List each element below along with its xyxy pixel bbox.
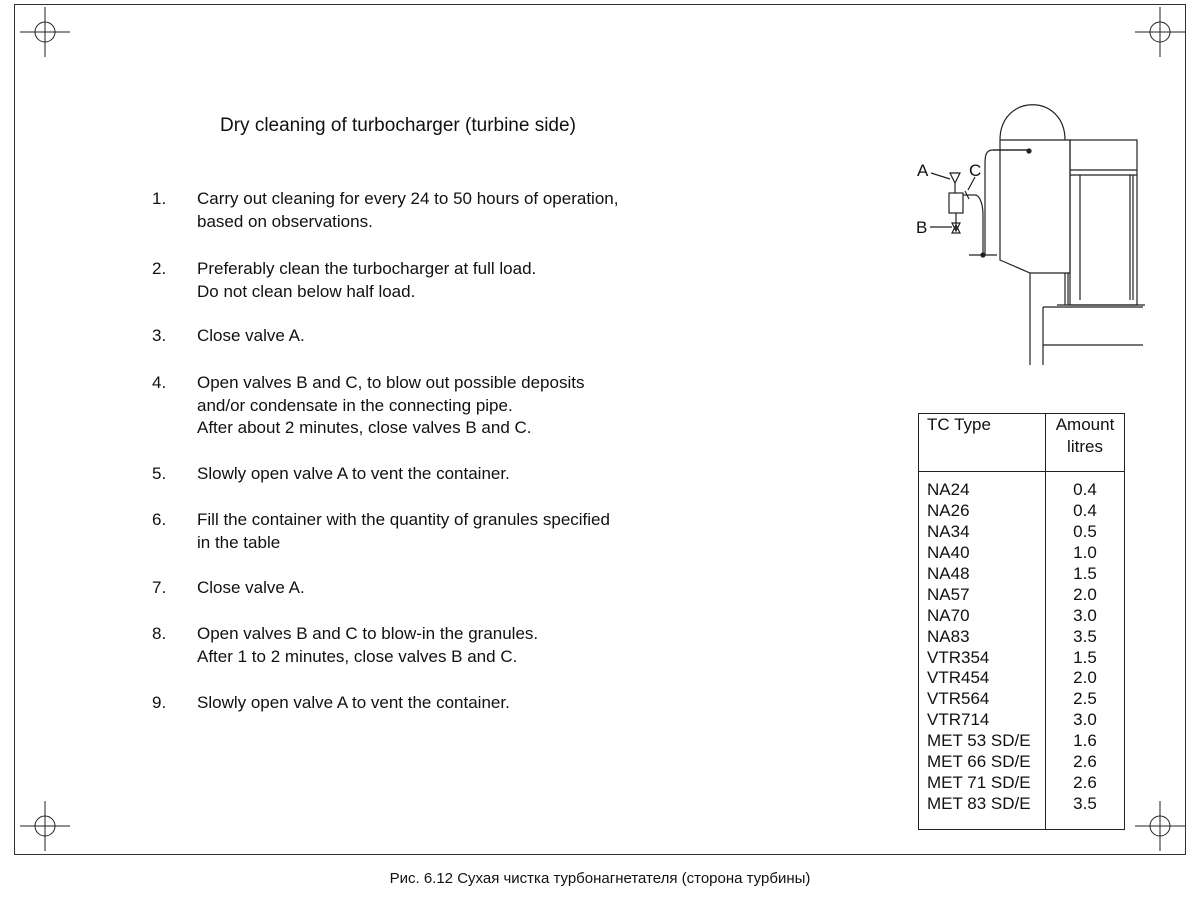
step-3 (152, 325, 305, 348)
table-cell-amount: 2.5 (1073, 689, 1097, 709)
valve-a (950, 173, 960, 183)
table-cell-type: NA70 (927, 605, 970, 625)
step-text: Preferably clean the turbocharger at full load. (197, 259, 537, 278)
tc-type-column (919, 472, 1046, 830)
table-cell-amount: 1.5 (1073, 647, 1097, 667)
turbine-housing (1000, 140, 1070, 273)
step-text: After 1 to 2 minutes, close valves B and C. (197, 646, 518, 666)
table-cell-type: VTR454 (927, 668, 990, 688)
table-cell-amount: 2.0 (1073, 668, 1097, 688)
table-cell-amount: 0.4 (1073, 480, 1097, 499)
step-text: Slowly open valve A to vent the container. (197, 464, 510, 483)
table-cell-type: MET 83 SD/E (927, 794, 1031, 814)
step-number: 1. (152, 189, 167, 208)
column-header-amount-line1: Amount (1055, 415, 1115, 434)
step-2 (152, 258, 536, 303)
turbocharger-diagram (905, 95, 1165, 370)
table-cell-amount: 3.0 (1073, 605, 1097, 625)
table-cell-type: VTR714 (927, 710, 990, 730)
step-number: 2. (152, 259, 167, 278)
table-cell-type: NA34 (927, 521, 970, 541)
table-cell-amount: 2.6 (1073, 752, 1097, 772)
step-4 (152, 372, 584, 440)
table-cell-amount: 0.4 (1073, 500, 1097, 520)
table-cell-type: MET 71 SD/E (927, 773, 1031, 793)
step-number: 9. (152, 693, 167, 712)
table-cell-amount: 3.5 (1073, 626, 1097, 646)
registration-mark-bottom-right-icon (1135, 801, 1185, 851)
step-number: 6. (152, 510, 167, 529)
step-text: based on observations. (197, 211, 373, 231)
step-text: After about 2 minutes, close valves B and C. (197, 418, 532, 437)
step-9 (152, 692, 510, 715)
step-text: Slowly open valve A to vent the container. (197, 693, 510, 712)
step-text: Close valve A. (197, 578, 305, 597)
step-8 (152, 623, 538, 668)
table-header-row (919, 414, 1125, 472)
step-7 (152, 577, 305, 600)
step-text: Open valves B and C, to blow out possible deposits (197, 373, 585, 392)
step-6 (152, 509, 610, 554)
step-1 (152, 188, 618, 233)
registration-mark-bottom-left-icon (20, 801, 70, 851)
valve-c-label: C (969, 161, 982, 180)
step-text: Fill the container with the quantity of granules specified (197, 510, 610, 529)
step-text: Do not clean below half load. (197, 281, 416, 301)
registration-mark-top-right-icon (1135, 7, 1185, 57)
table-cell-amount: 3.0 (1073, 710, 1097, 730)
step-text: Close valve A. (197, 326, 305, 345)
page-title: Dry cleaning of turbocharger (turbine side) (220, 115, 576, 136)
column-header-tc-type: TC Type (919, 414, 1046, 472)
valve-b-label: B (916, 218, 928, 237)
table-cell-type: NA40 (927, 542, 970, 562)
step-number: 5. (152, 464, 167, 483)
step-text: in the table (197, 532, 281, 552)
table-cell-amount: 2.0 (1073, 584, 1097, 604)
step-number: 8. (152, 624, 167, 643)
table-cell-type: NA26 (927, 500, 970, 520)
table-cell-amount: 0.5 (1073, 521, 1097, 541)
step-text: Carry out cleaning for every 24 to 50 hours of operation, (197, 189, 619, 208)
amount-column (1046, 472, 1125, 830)
table-cell-amount: 3.5 (1073, 794, 1097, 814)
table-cell-amount: 1.5 (1073, 563, 1097, 583)
table-cell-amount: 1.0 (1073, 542, 1097, 562)
turbocharger-dome (1000, 105, 1065, 140)
table-cell-type: NA83 (927, 626, 970, 646)
step-number: 4. (152, 373, 167, 392)
table-cell-type: NA48 (927, 563, 970, 583)
figure-caption: Рис. 6.12 Сухая чистка турбонагнетателя (сторона турбины) (389, 870, 811, 887)
step-text: and/or condensate in the connecting pipe. (197, 395, 513, 415)
table-cell-amount: 1.6 (1073, 731, 1097, 751)
table-cell-type: VTR354 (927, 647, 990, 667)
table-cell-type: NA24 (927, 480, 970, 499)
table-cell-type: NA57 (927, 584, 970, 604)
step-5 (152, 463, 510, 486)
table-body-row (919, 472, 1125, 830)
column-header-amount (1046, 414, 1125, 472)
step-number: 7. (152, 578, 167, 597)
table-cell-type: VTR564 (927, 689, 990, 709)
step-text: Open valves B and C to blow-in the granules. (197, 624, 539, 643)
step-number: 3. (152, 326, 167, 345)
granule-container (949, 193, 963, 213)
table-cell-amount: 2.6 (1073, 773, 1097, 793)
table-cell-type: MET 66 SD/E (927, 752, 1031, 772)
granule-quantity-table (918, 413, 1125, 830)
registration-mark-top-left-icon (20, 7, 70, 57)
column-header-amount-line2: litres (1067, 437, 1103, 456)
valve-a-label: A (917, 161, 929, 180)
table-cell-type: MET 53 SD/E (927, 731, 1031, 751)
